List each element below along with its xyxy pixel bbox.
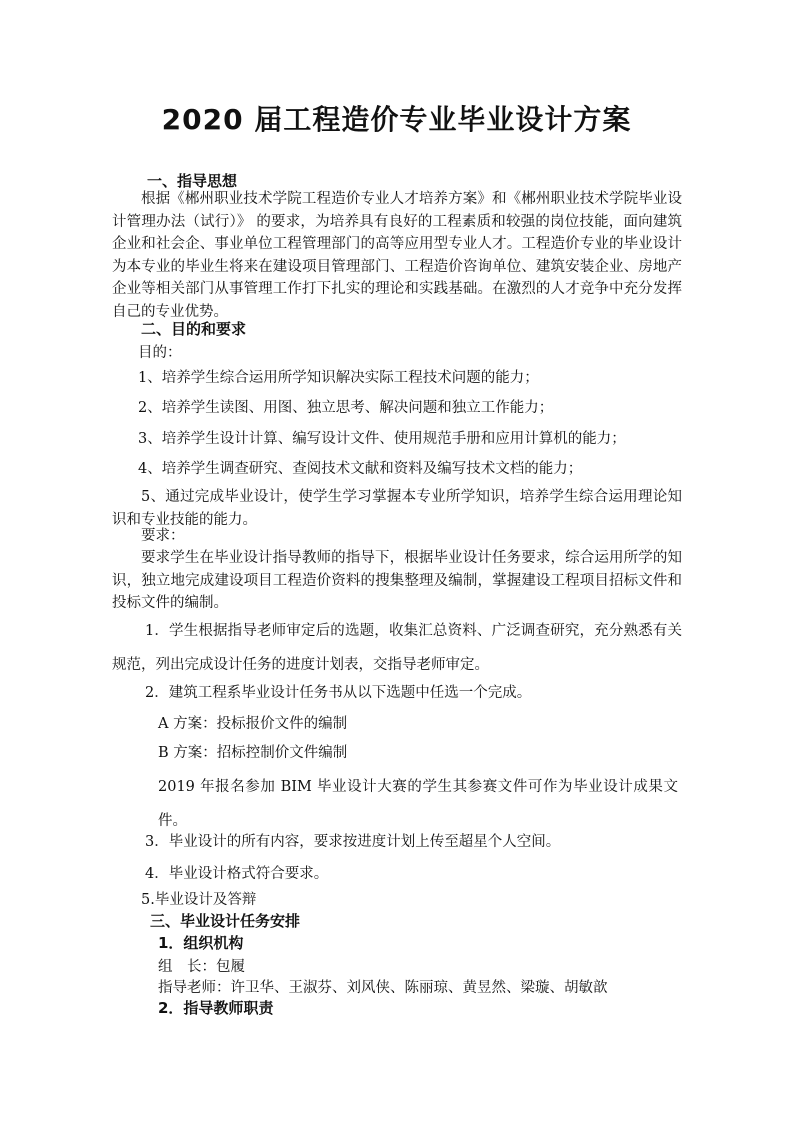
section-3-subheading-2: 2．指导教师职责 (158, 999, 274, 1017)
section-2-heading: 二、目的和要求 (141, 320, 247, 338)
requirement-item-3: 3．毕业设计的所有内容，要求按进度计划上传至超星个人空间。 (145, 834, 561, 850)
group-leader: 组 长：包履 (158, 959, 245, 975)
requirement-item-2: 2．建筑工程系毕业设计任务书从以下选题中任选一个完成。 (145, 685, 532, 701)
bim-note: 2019 年报名参加 BIM 毕业设计大赛的学生其参赛文件可作为毕业设计成果文件。 (158, 779, 678, 829)
requirement-item-1: 1．学生根据指导老师审定后的选题，收集汇总资料、广泛调查研究，充分熟悉有关规范，列出完成设计任务的进度计划表，交指导老师审定。 (112, 623, 682, 673)
advisor-list: 指导老师：许卫华、王淑芬、刘风侠、陈丽琼、黄昱然、梁璇、胡敏歆 (158, 980, 608, 996)
purpose-item: 2、培养学生读图、用图、独立思考、解决问题和独立工作能力； (138, 400, 554, 416)
requirement-label: 要求： (141, 528, 185, 544)
document-title: 2020 届工程造价专业毕业设计方案 (161, 103, 632, 136)
requirement-paragraph: 要求学生在毕业设计指导教师的指导下，根据毕业设计任务要求，综合运用所学的知识，独立地完成建设项目工程造价资料的搜集整理及编制，掌握建设工程项目招标文件和投标文件的编制。 (112, 550, 682, 611)
purpose-item: 4、培养学生调查研究、查阅技术文献和资料及编写技术文档的能力； (138, 461, 583, 477)
section-1-paragraph: 根据《郴州职业技术学院工程造价专业人才培养方案》和《郴州职业技术学院毕业设计管理办法（试行）》 的要求，为培养具有良好的工程素质和较强的岗位技能，面向建筑企业和社会企、事业单位工程管理部门的高等应用型专业人才。工程造价专业的毕业设计为本专业的毕业生将来在建设项目管理部门、工程造价咨询单位、建筑安装企业、房地产企业等相关部门从事管理工作打下扎实的理论和实践基础。在激烈的人才竞争中充分发挥自己的专业优势。 (112, 191, 682, 320)
section-3-heading: 三、毕业设计任务安排 (150, 912, 301, 930)
option-b: B 方案：招标控制价文件编制 (158, 745, 348, 761)
requirement-item-4: 4．毕业设计格式符合要求。 (145, 866, 329, 882)
option-a: A 方案：投标报价文件的编制 (158, 716, 348, 732)
section-3-subheading-1: 1．组织机构 (158, 934, 244, 952)
purpose-item: 5、通过完成毕业设计，使学生学习掌握本专业所学知识，培养学生综合运用理论知识和专业技能的能力。 (112, 489, 682, 528)
purpose-label: 目的： (138, 345, 182, 361)
purpose-item: 1、培养学生综合运用所学知识解决实际工程技术问题的能力； (138, 370, 539, 386)
section-1-heading: 一、指导思想 (147, 172, 238, 190)
requirement-item-5: 5.毕业设计及答辩 (141, 892, 257, 908)
purpose-item: 3、培养学生设计计算、编写设计文件、使用规范手册和应用计算机的能力； (138, 431, 626, 447)
